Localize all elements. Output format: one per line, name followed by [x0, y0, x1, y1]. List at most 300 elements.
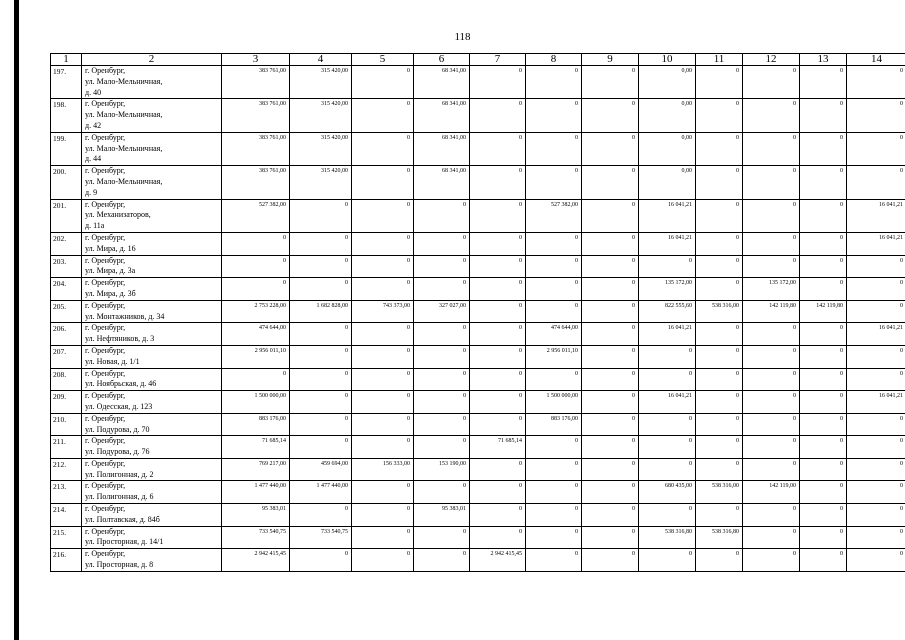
value-cell: 383 761,00: [222, 99, 290, 132]
value-cell: 0: [639, 436, 696, 459]
value-cell: 883 176,00: [526, 413, 582, 436]
value-cell: 0: [470, 255, 526, 278]
value-cell: 0: [696, 99, 743, 132]
value-cell: 0: [470, 232, 526, 255]
table-row: [51, 481, 905, 504]
value-cell: 0: [470, 66, 526, 99]
address-line: ул. Новая, д. 1/1: [85, 356, 140, 366]
table-row: [51, 300, 905, 323]
value-cell: 0: [800, 549, 847, 572]
value-cell: 0: [800, 232, 847, 255]
value-cell: 0: [743, 413, 800, 436]
value-cell: 0: [582, 166, 639, 199]
value-cell: 71 685,14: [222, 436, 290, 459]
address-line: ул. Мира, д. 3б: [85, 288, 136, 298]
row-number: 213.: [51, 481, 82, 504]
table-header-row: [51, 54, 905, 66]
value-cell: 0: [582, 232, 639, 255]
address-line: ул. Одесская, д. 123: [85, 401, 153, 411]
column-header: 3: [222, 54, 290, 66]
value-cell: 16 041,21: [639, 199, 696, 232]
value-cell: 0: [526, 368, 582, 391]
value-cell: 0: [414, 345, 470, 368]
address-line: д. 40: [85, 87, 102, 97]
value-cell: 0: [847, 504, 905, 527]
value-cell: 527 382,00: [526, 199, 582, 232]
value-cell: 68 341,00: [414, 99, 470, 132]
value-cell: 822 555,60: [639, 300, 696, 323]
address-line: ул. Подурова, д. 76: [85, 447, 150, 457]
value-cell: 0: [800, 99, 847, 132]
address-line: д. 11а: [85, 221, 105, 231]
value-cell: 68 341,00: [414, 132, 470, 165]
value-cell: 0: [582, 526, 639, 549]
address-line: г. Оренбург,: [85, 199, 126, 209]
table-row: [51, 255, 905, 278]
row-number: 209.: [51, 391, 82, 414]
value-cell: 0: [582, 413, 639, 436]
address-line: ул. Мира, д. 3а: [85, 266, 136, 276]
value-cell: 0: [639, 504, 696, 527]
row-number: 197.: [51, 66, 82, 99]
address-line: ул. Полигонная, д. 6: [85, 492, 154, 502]
value-cell: 0: [800, 526, 847, 549]
value-cell: 0: [847, 458, 905, 481]
address-line: ул. Просторная, д. 14/1: [85, 537, 164, 547]
value-cell: 0: [352, 99, 414, 132]
address-cell: [82, 99, 222, 132]
value-cell: 0: [352, 481, 414, 504]
value-cell: 0: [526, 481, 582, 504]
value-cell: 0: [847, 413, 905, 436]
table-row: [51, 436, 905, 459]
value-cell: 0: [352, 391, 414, 414]
value-cell: 0: [352, 166, 414, 199]
value-cell: 0: [639, 255, 696, 278]
value-cell: 0: [743, 255, 800, 278]
value-cell: 0: [414, 391, 470, 414]
value-cell: 0: [352, 549, 414, 572]
value-cell: 0: [470, 391, 526, 414]
address-cell: [82, 345, 222, 368]
value-cell: 0: [352, 504, 414, 527]
value-cell: 0: [526, 99, 582, 132]
table-row: [51, 458, 905, 481]
value-cell: 156 333,00: [352, 458, 414, 481]
address-line: г. Оренбург,: [85, 458, 126, 468]
value-cell: 0: [582, 323, 639, 346]
column-header: 1: [51, 54, 82, 66]
column-header: 6: [414, 54, 470, 66]
row-number: 198.: [51, 99, 82, 132]
value-cell: 0: [352, 436, 414, 459]
page-number: 118: [454, 31, 471, 43]
value-cell: 0: [582, 391, 639, 414]
value-cell: 0: [470, 368, 526, 391]
address-line: г. Оренбург,: [85, 132, 126, 142]
address-line: г. Оренбург,: [85, 436, 126, 446]
value-cell: 0: [696, 504, 743, 527]
value-cell: 0: [414, 526, 470, 549]
value-cell: 538 316,80: [639, 526, 696, 549]
page-edge-bar: [14, 0, 19, 640]
address-line: ул. Ноябрьская, д. 46: [85, 379, 157, 389]
address-line: ул. Подурова, д. 70: [85, 424, 150, 434]
value-cell: 0: [743, 232, 800, 255]
address-line: г. Оренбург,: [85, 166, 126, 176]
table-body: [51, 66, 905, 572]
column-header: 13: [800, 54, 847, 66]
value-cell: 0: [222, 255, 290, 278]
value-cell: 0: [582, 199, 639, 232]
value-cell: 0: [352, 66, 414, 99]
value-cell: 0: [847, 300, 905, 323]
value-cell: 0: [696, 66, 743, 99]
value-cell: 0: [470, 323, 526, 346]
value-cell: 527 382,00: [222, 199, 290, 232]
value-cell: 0: [743, 391, 800, 414]
value-cell: 0: [743, 458, 800, 481]
value-cell: 0: [526, 300, 582, 323]
address-line: д. 44: [85, 154, 102, 164]
value-cell: 0: [639, 368, 696, 391]
value-cell: 0,00: [639, 132, 696, 165]
address-line: д. 42: [85, 120, 102, 130]
column-header: 8: [526, 54, 582, 66]
value-cell: 0: [526, 504, 582, 527]
value-cell: 0: [222, 278, 290, 301]
value-cell: 0: [800, 458, 847, 481]
value-cell: 0: [696, 436, 743, 459]
value-cell: 0: [639, 413, 696, 436]
address-line: г. Оренбург,: [85, 300, 126, 310]
value-cell: 0: [847, 368, 905, 391]
value-cell: 0: [847, 526, 905, 549]
value-cell: 16 041,21: [847, 391, 905, 414]
value-cell: 0: [582, 132, 639, 165]
value-cell: 733 540,75: [222, 526, 290, 549]
value-cell: 315 420,00: [290, 66, 352, 99]
value-cell: 0: [290, 413, 352, 436]
value-cell: 2 753 228,00: [222, 300, 290, 323]
value-cell: 0: [290, 368, 352, 391]
value-cell: 0: [743, 549, 800, 572]
value-cell: 2 942 415,45: [222, 549, 290, 572]
value-cell: 0: [470, 99, 526, 132]
value-cell: 16 041,21: [847, 199, 905, 232]
value-cell: 0: [526, 436, 582, 459]
table-row: [51, 413, 905, 436]
address-cell: [82, 66, 222, 99]
column-header: 2: [82, 54, 222, 66]
value-cell: 0,00: [639, 99, 696, 132]
address-line: ул. Мало-Мельничная,: [85, 176, 163, 186]
value-cell: 0: [639, 458, 696, 481]
value-cell: 0: [696, 458, 743, 481]
value-cell: 0: [639, 345, 696, 368]
value-cell: 0: [526, 526, 582, 549]
value-cell: 383 761,00: [222, 66, 290, 99]
value-cell: 0: [847, 255, 905, 278]
value-cell: 0: [470, 345, 526, 368]
address-cell: [82, 391, 222, 414]
address-line: ул. Нефтяников, д. 3: [85, 334, 155, 344]
value-cell: 769 217,00: [222, 458, 290, 481]
value-cell: 2 942 415,45: [470, 549, 526, 572]
address-cell: [82, 323, 222, 346]
value-cell: 0: [696, 166, 743, 199]
value-cell: 0: [470, 132, 526, 165]
value-cell: 0: [290, 345, 352, 368]
value-cell: 16 041,21: [639, 391, 696, 414]
row-number: 208.: [51, 368, 82, 391]
value-cell: 0: [526, 255, 582, 278]
address-line: г. Оренбург,: [85, 481, 126, 491]
value-cell: 0: [352, 526, 414, 549]
address-line: г. Оренбург,: [85, 232, 126, 242]
value-cell: 0: [470, 481, 526, 504]
address-cell: [82, 300, 222, 323]
value-cell: 0: [847, 66, 905, 99]
value-cell: 0: [800, 391, 847, 414]
value-cell: 0: [800, 323, 847, 346]
value-cell: 474 644,00: [222, 323, 290, 346]
address-line: г. Оренбург,: [85, 549, 126, 559]
value-cell: 71 685,14: [470, 436, 526, 459]
address-line: ул. Мало-Мельничная,: [85, 143, 163, 153]
value-cell: 680 435,00: [639, 481, 696, 504]
value-cell: 0: [696, 232, 743, 255]
address-cell: [82, 504, 222, 527]
column-header: 11: [696, 54, 743, 66]
address-line: г. Оренбург,: [85, 345, 126, 355]
value-cell: 0: [743, 345, 800, 368]
address-cell: [82, 549, 222, 572]
value-cell: 0: [526, 66, 582, 99]
value-cell: 0: [743, 323, 800, 346]
value-cell: 142 119,80: [800, 300, 847, 323]
value-cell: 0: [414, 368, 470, 391]
value-cell: 0: [800, 413, 847, 436]
column-header: 14: [847, 54, 905, 66]
value-cell: 1 500 000,00: [526, 391, 582, 414]
value-cell: 16 041,21: [847, 232, 905, 255]
value-cell: 0: [800, 132, 847, 165]
value-cell: 0: [696, 368, 743, 391]
value-cell: 0: [414, 232, 470, 255]
column-header: 12: [743, 54, 800, 66]
value-cell: 1 500 000,00: [222, 391, 290, 414]
value-cell: 0: [526, 132, 582, 165]
value-cell: 0: [582, 458, 639, 481]
value-cell: 0: [222, 368, 290, 391]
table-row: [51, 99, 905, 132]
table-row: [51, 549, 905, 572]
value-cell: 0: [352, 232, 414, 255]
address-line: ул. Мало-Мельничная,: [85, 76, 163, 86]
value-cell: 538 316,00: [696, 300, 743, 323]
address-cell: [82, 166, 222, 199]
value-cell: 459 694,00: [290, 458, 352, 481]
table-row: [51, 345, 905, 368]
address-cell: [82, 526, 222, 549]
value-cell: 538 316,80: [696, 526, 743, 549]
address-cell: [82, 132, 222, 165]
value-cell: 0: [352, 323, 414, 346]
address-cell: [82, 368, 222, 391]
address-line: г. Оренбург,: [85, 413, 126, 423]
column-header: 4: [290, 54, 352, 66]
value-cell: 0: [352, 345, 414, 368]
value-cell: 0: [222, 232, 290, 255]
value-cell: 0: [470, 526, 526, 549]
value-cell: 743 373,00: [352, 300, 414, 323]
address-cell: [82, 481, 222, 504]
value-cell: 0: [582, 99, 639, 132]
row-number: 216.: [51, 549, 82, 572]
value-cell: 0: [582, 345, 639, 368]
column-header: 5: [352, 54, 414, 66]
value-cell: 0: [582, 278, 639, 301]
address-line: ул. Механизаторов,: [85, 210, 151, 220]
value-cell: 0: [290, 549, 352, 572]
row-number: 210.: [51, 413, 82, 436]
value-cell: 16 041,21: [639, 323, 696, 346]
table-row: [51, 504, 905, 527]
column-header: 9: [582, 54, 639, 66]
value-cell: 0: [526, 278, 582, 301]
row-number: 205.: [51, 300, 82, 323]
value-cell: 0: [582, 436, 639, 459]
value-cell: 0: [696, 278, 743, 301]
table-row: [51, 391, 905, 414]
value-cell: 0: [470, 166, 526, 199]
row-number: 207.: [51, 345, 82, 368]
value-cell: 0: [847, 166, 905, 199]
value-cell: 0: [414, 481, 470, 504]
value-cell: 0: [582, 368, 639, 391]
value-cell: 0: [582, 481, 639, 504]
value-cell: 0: [582, 549, 639, 572]
row-number: 206.: [51, 323, 82, 346]
value-cell: 0: [414, 255, 470, 278]
address-line: ул. Полтавская, д. 84б: [85, 514, 160, 524]
value-cell: 474 644,00: [526, 323, 582, 346]
value-cell: 0: [743, 504, 800, 527]
value-cell: 0: [696, 345, 743, 368]
address-line: г. Оренбург,: [85, 504, 126, 514]
value-cell: 0: [290, 391, 352, 414]
value-cell: 0: [290, 232, 352, 255]
value-cell: 0: [696, 255, 743, 278]
value-cell: 0: [414, 413, 470, 436]
address-line: ул. Мира, д. 16: [85, 243, 136, 253]
column-header: 7: [470, 54, 526, 66]
value-cell: 0: [743, 199, 800, 232]
address-line: г. Оренбург,: [85, 278, 126, 288]
address-line: г. Оренбург,: [85, 323, 126, 333]
address-line: ул. Монтажников, д. 34: [85, 311, 165, 321]
row-number: 201.: [51, 199, 82, 232]
value-cell: 0: [696, 549, 743, 572]
value-cell: 0: [847, 549, 905, 572]
value-cell: 0: [800, 368, 847, 391]
table-row: [51, 199, 905, 232]
value-cell: 0: [352, 368, 414, 391]
row-number: 204.: [51, 278, 82, 301]
value-cell: 0: [800, 278, 847, 301]
value-cell: 1 682 828,00: [290, 300, 352, 323]
value-cell: 383 761,00: [222, 166, 290, 199]
value-cell: 1 477 440,00: [222, 481, 290, 504]
row-number: 200.: [51, 166, 82, 199]
address-cell: [82, 458, 222, 481]
value-cell: 0: [414, 278, 470, 301]
value-cell: 0,00: [639, 66, 696, 99]
value-cell: 0: [743, 66, 800, 99]
value-cell: 0: [800, 199, 847, 232]
value-cell: 0: [743, 99, 800, 132]
address-line: г. Оренбург,: [85, 526, 126, 536]
value-cell: 1 477 440,00: [290, 481, 352, 504]
value-cell: 0: [470, 458, 526, 481]
value-cell: 135 172,00: [743, 278, 800, 301]
table-row: [51, 323, 905, 346]
row-number: 215.: [51, 526, 82, 549]
value-cell: 0: [582, 255, 639, 278]
value-cell: 68 341,00: [414, 66, 470, 99]
value-cell: 0: [743, 368, 800, 391]
value-cell: 0: [800, 436, 847, 459]
value-cell: 0: [800, 504, 847, 527]
value-cell: 383 761,00: [222, 132, 290, 165]
value-cell: 0: [639, 549, 696, 572]
value-cell: 0: [414, 436, 470, 459]
value-cell: 0: [526, 549, 582, 572]
value-cell: 315 420,00: [290, 132, 352, 165]
value-cell: 315 420,00: [290, 166, 352, 199]
value-cell: 0: [526, 166, 582, 199]
value-cell: 0: [582, 66, 639, 99]
table-row: [51, 132, 905, 165]
address-line: г. Оренбург,: [85, 66, 126, 75]
value-cell: 0: [696, 199, 743, 232]
value-cell: 0: [743, 166, 800, 199]
address-line: г. Оренбург,: [85, 99, 126, 109]
value-cell: 0: [800, 255, 847, 278]
value-cell: 0: [290, 436, 352, 459]
address-line: д. 9: [85, 187, 98, 197]
address-cell: [82, 436, 222, 459]
row-number: 199.: [51, 132, 82, 165]
address-line: ул. Просторная, д. 8: [85, 560, 154, 570]
value-cell: 0: [352, 132, 414, 165]
value-cell: 0: [743, 132, 800, 165]
value-cell: 327 027,00: [414, 300, 470, 323]
value-cell: 0: [743, 436, 800, 459]
value-cell: 0: [470, 504, 526, 527]
table-row: [51, 278, 905, 301]
table-row: [51, 526, 905, 549]
value-cell: 142 119,80: [743, 300, 800, 323]
value-cell: 0: [800, 166, 847, 199]
address-cell: [82, 232, 222, 255]
value-cell: 0: [526, 458, 582, 481]
value-cell: 0: [800, 66, 847, 99]
value-cell: 0: [414, 199, 470, 232]
value-cell: 153 190,00: [414, 458, 470, 481]
table-row: [51, 368, 905, 391]
